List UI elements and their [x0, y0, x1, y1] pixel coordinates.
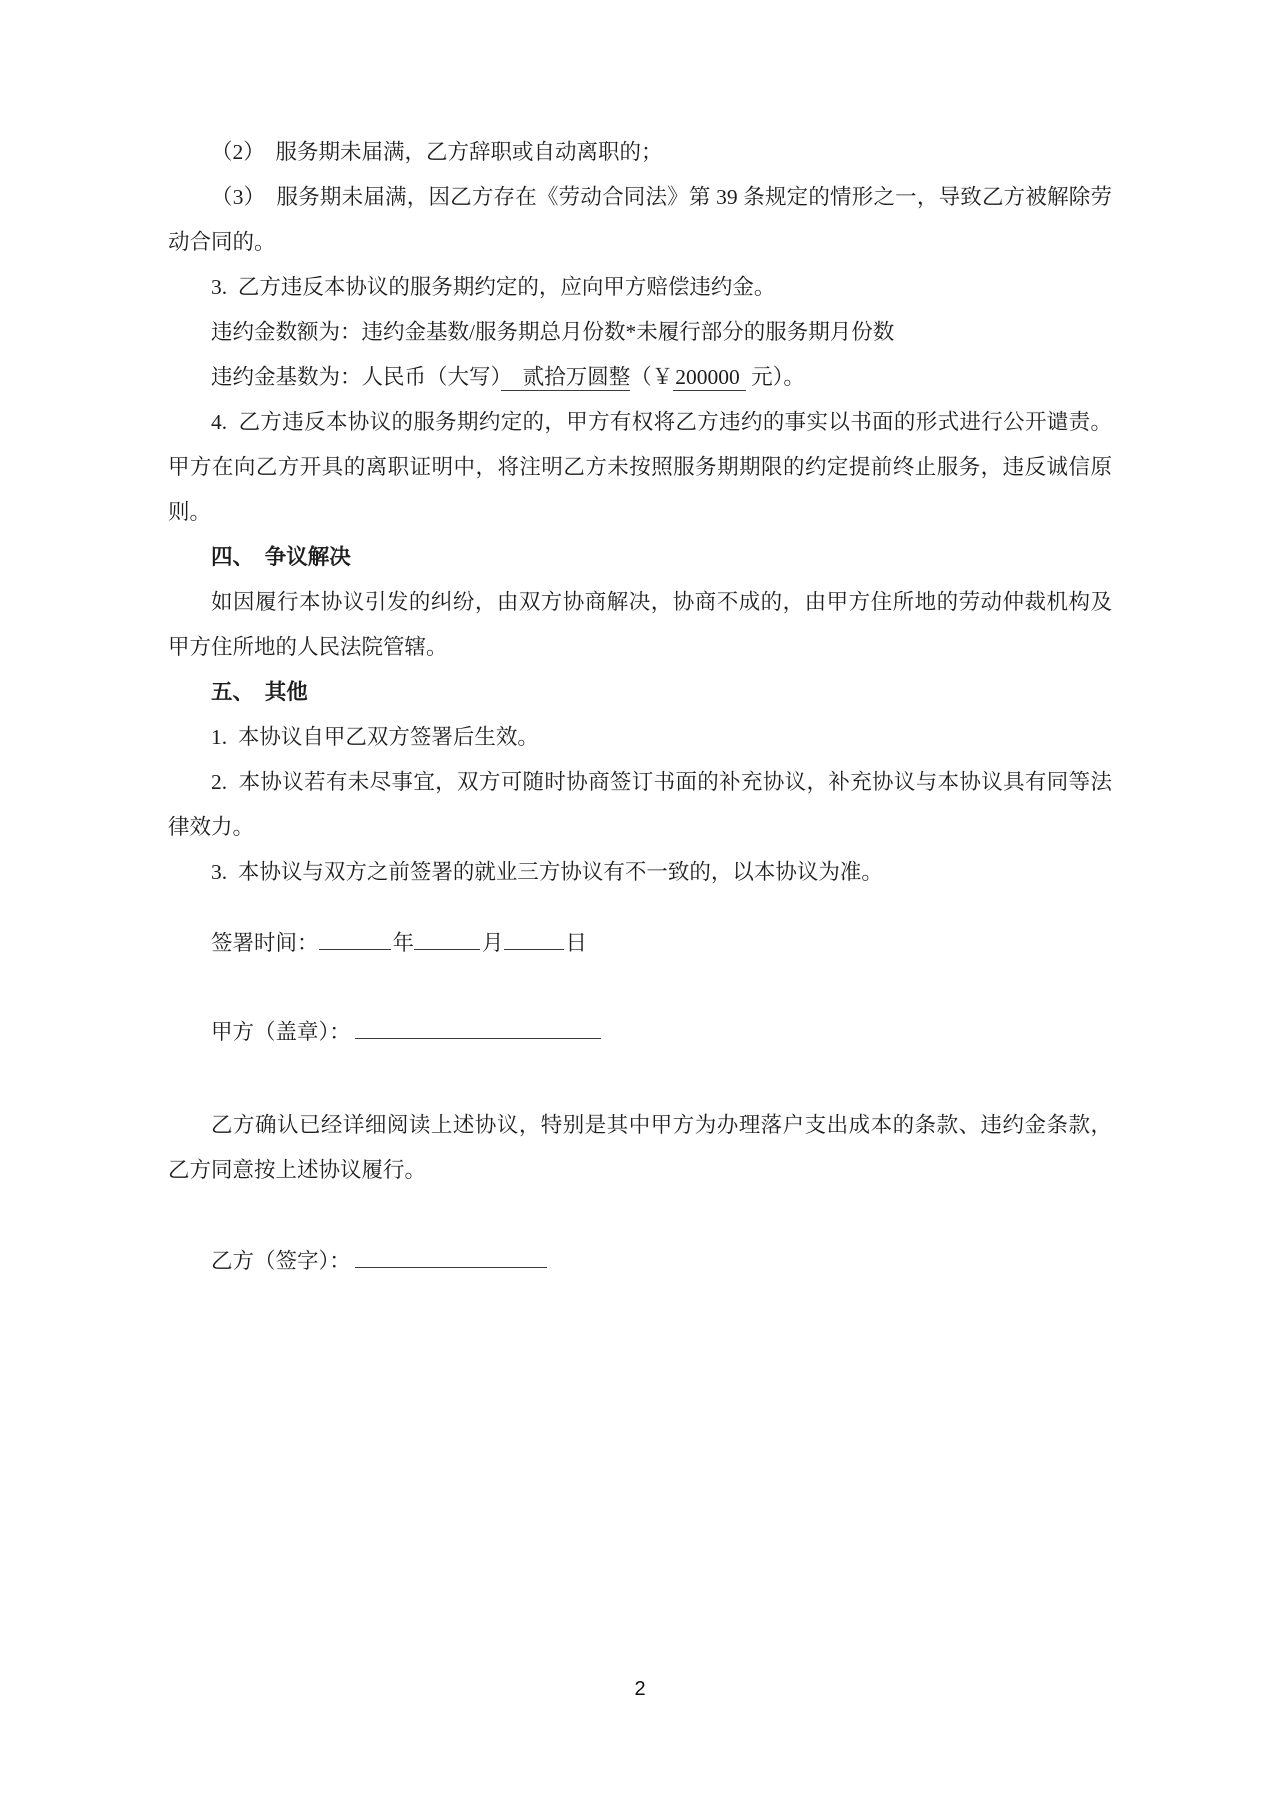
sign-date-day-blank — [504, 929, 564, 950]
contract-body — [168, 130, 1112, 1284]
party-b-signature-blank — [355, 1247, 547, 1268]
penalty-base-amount-number: 200000 — [673, 365, 746, 391]
sign-date-month-blank — [414, 929, 480, 950]
penalty-base-line — [168, 355, 1112, 400]
section-heading-dispute: 四、 争议解决 — [211, 545, 351, 569]
other-item-2: 2. 本协议若有未尽事宜，双方可随时协商签订书面的补充协议，补充协议与本协议具有同等法律效力。 — [168, 770, 1112, 839]
penalty-base-label: 违约金基数为：人民币（大写） — [211, 365, 502, 389]
penalty-amount-formula: 违约金数额为：违约金基数/服务期总月份数*未履行部分的服务期月份数 — [211, 320, 895, 344]
party-b-label: 乙方（签字）： — [211, 1249, 351, 1273]
other-item-3: 3. 本协议与双方之前签署的就业三方协议有不一致的，以本协议为准。 — [211, 860, 883, 884]
page-number: 2 — [634, 1678, 646, 1700]
section-heading-other: 五、 其他 — [211, 680, 308, 704]
clause-point-4: 4. 乙方违反本协议的服务期约定的，甲方有权将乙方违约的事实以书面的形式进行公开谴责。甲方在向乙方开具的离职证明中，将注明乙方未按照服务期期限的约定提前终止服务，违反诚信原则。 — [168, 410, 1112, 524]
clause-point-3: 3. 乙方违反本协议的服务期约定的，应向甲方赔偿违约金。 — [211, 275, 776, 299]
penalty-base-amount-chinese: 贰拾万圆整 — [501, 365, 631, 389]
clause-item-3: （3） 服务期未届满，因乙方存在《劳动合同法》第 39 条规定的情形之一，导致乙方被解除劳动合同的。 — [168, 185, 1112, 254]
party-a-label: 甲方（盖章）： — [211, 1020, 351, 1044]
party-b-confirmation-paragraph: 乙方确认已经详细阅读上述协议，特别是其中甲方为办理落户支出成本的条款、违约金条款，乙方同意按上述协议履行。 — [168, 1113, 1112, 1182]
party-a-seal-blank — [355, 1018, 601, 1039]
penalty-base-paren-close: 元）。 — [745, 365, 805, 389]
penalty-base-paren-open: （￥ — [630, 365, 674, 389]
clause-item-2: （2） 服务期未届满，乙方辞职或自动离职的； — [211, 140, 663, 164]
dispute-paragraph: 如因履行本协议引发的纠纷，由双方协商解决，协商不成的，由甲方住所地的劳动仲裁机构及甲方住所地的人民法院管辖。 — [168, 590, 1112, 659]
sign-date-label: 签署时间： — [211, 931, 319, 955]
sign-date-day-suffix: 日 — [565, 931, 588, 955]
sign-date-line — [168, 921, 1112, 966]
party-b-sign-line — [168, 1239, 1112, 1284]
other-item-1: 1. 本协议自甲乙双方签署后生效。 — [211, 725, 539, 749]
party-a-seal-line — [168, 1010, 1112, 1055]
sign-date-month-suffix: 月 — [482, 931, 504, 955]
sign-date-year-suffix: 年 — [392, 931, 415, 955]
sign-date-year-blank — [319, 929, 391, 950]
